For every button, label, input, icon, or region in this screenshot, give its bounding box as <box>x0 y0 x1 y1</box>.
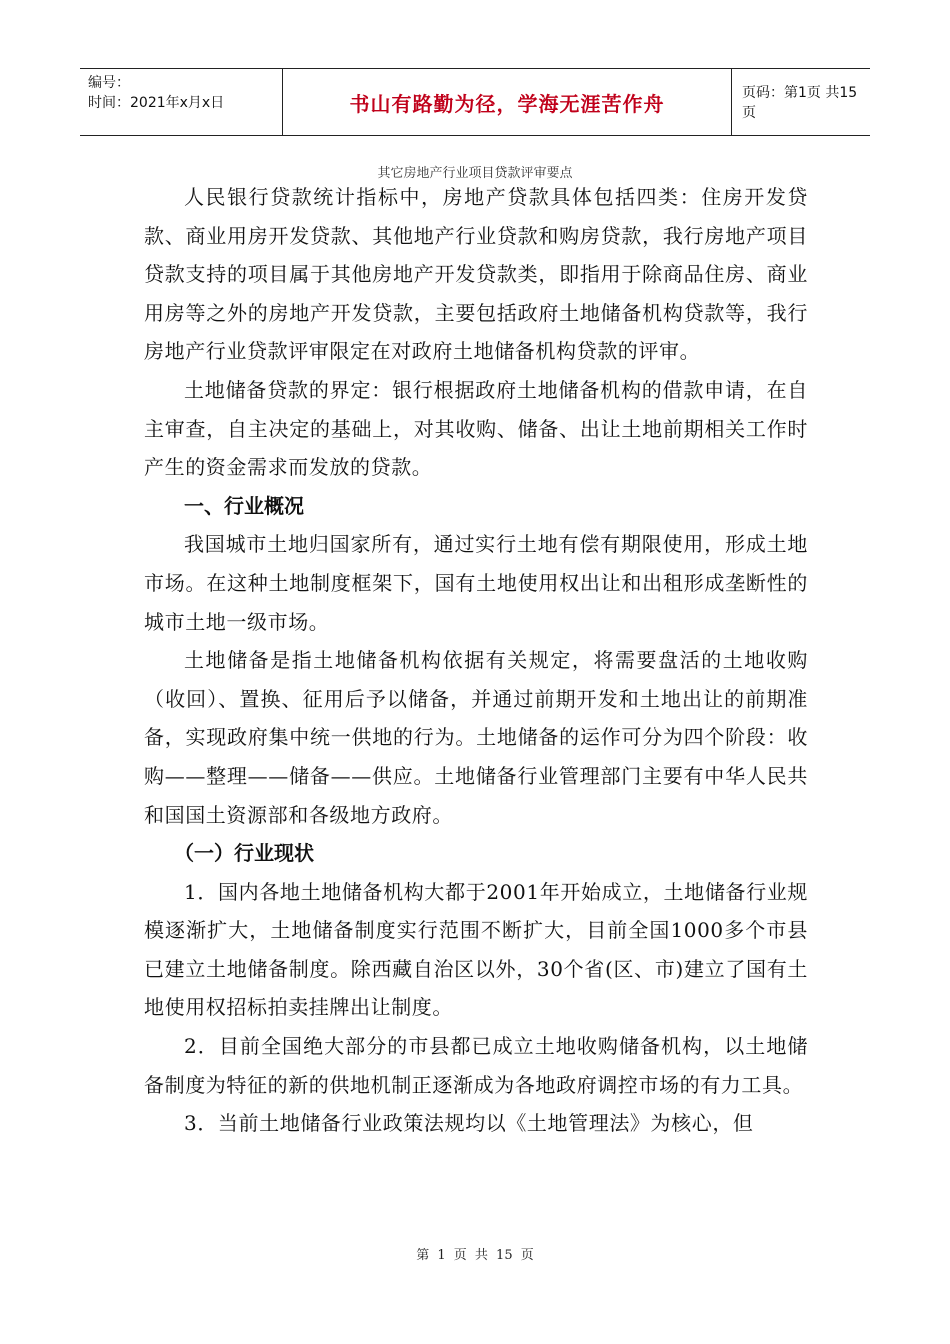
paragraph: 3．当前土地储备行业政策法规均以《土地管理法》为核心，但 <box>184 1111 754 1136</box>
subsection-heading: （一）行业现状 <box>174 841 314 866</box>
header-page-cell <box>732 69 870 135</box>
page-footer: 第 1 页 共 15 页 <box>416 1248 534 1263</box>
document-body <box>144 178 808 1143</box>
page-info: 页码：第1页 共15页 <box>742 85 858 121</box>
document-title: 其它房地产行业项目贷款评审要点 <box>377 166 573 181</box>
paragraph: 我国城市土地归国家所有，通过实行土地有偿有期限使用，形成土地市场。在这种土地制度框架下，国有土地使用权出让和出租形成垄断性的城市土地一级市场。 <box>144 532 808 634</box>
paragraph: 1．国内各地土地储备机构大都于2001年开始成立，土地储备行业规模逐渐扩大，土地储备制度实行范围不断扩大，目前全国1000多个市县已建立土地储备制度。除西藏自治区以外，30个省(区、市)建立了国有土地使用权招标拍卖挂牌出让制度。 <box>144 879 808 1020</box>
section-heading: 一、行业概况 <box>184 493 304 518</box>
paragraph: 土地储备是指土地储备机构依据有关规定，将需要盘活的土地收购（收回）、置换、征用后予以储备，并通过前期开发和土地出让的前期准备，实现政府集中统一供地的行为。土地储备的运作可分为四个阶段：收购——整理——储备——供应。土地储备行业管理部门主要有中华人民共和国国土资源部和各级地方政府。 <box>144 648 808 827</box>
paragraph: 土地储备贷款的界定：银行根据政府土地储备机构的借款申请，在自主审查，自主决定的基础上，对其收购、储备、出让土地前期相关工作时产生的资金需求而发放的贷款。 <box>144 377 808 480</box>
time-label: 时间：2021年x月x日 <box>88 95 225 111</box>
document-header <box>80 68 870 136</box>
paragraph: 2．目前全国绝大部分的市县都已成立土地收购储备机构，以土地储备制度为特征的新的供地机制正逐渐成为各地政府调控市场的有力工具。 <box>144 1034 808 1097</box>
paragraph: 人民银行贷款统计指标中，房地产贷款具体包括四类：住房开发贷款、商业用房开发贷款、其他地产行业贷款和购房贷款，我行房地产项目贷款支持的项目属于其他房地产开发贷款类，即指用于除商品住房、商业用房等之外的房地产开发贷款，主要包括政府土地储备机构贷款等，我行房地产行业贷款评审限定在对政府土地储备机构贷款的评审。 <box>144 185 808 364</box>
number-label: 编号： <box>88 75 130 91</box>
header-meta-cell <box>80 69 282 135</box>
motto-text: 书山有路勤为径，学海无涯苦作舟 <box>349 91 665 116</box>
header-motto-cell <box>282 69 732 135</box>
